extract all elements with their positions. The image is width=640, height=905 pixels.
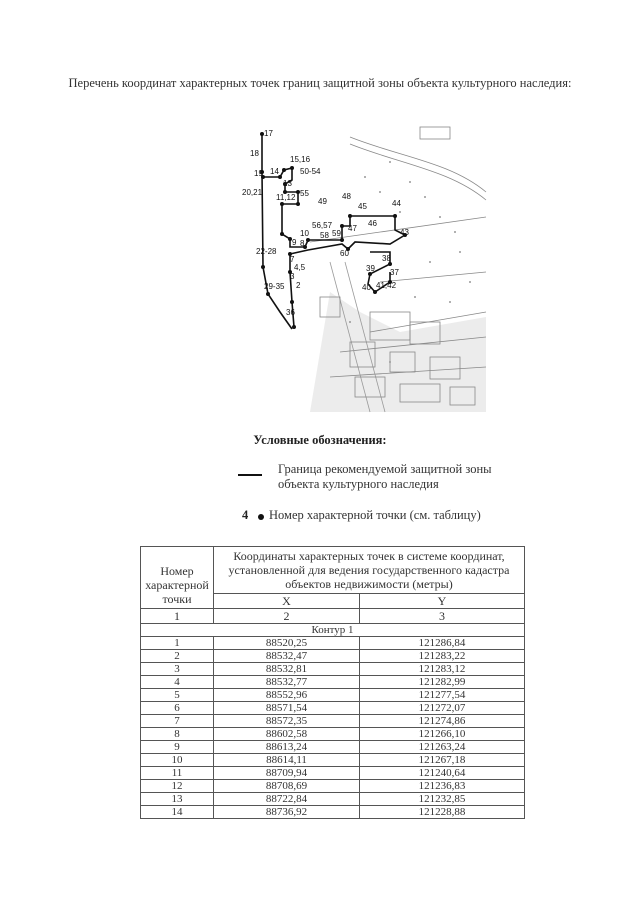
map-label: 55 (300, 189, 309, 198)
map-label: 22-28 (256, 247, 277, 256)
y-cell: 121267,18 (359, 754, 524, 767)
point-number-cell: 8 (141, 728, 214, 741)
table-row (141, 715, 525, 728)
y-header: Y (359, 594, 524, 609)
map-label: 38 (382, 254, 391, 263)
table-row (141, 637, 525, 650)
x-cell: 88614,11 (214, 754, 360, 767)
y-cell: 121274,86 (359, 715, 524, 728)
map-label: 2 (296, 281, 301, 290)
y-cell: 121272,07 (359, 702, 524, 715)
point-number-cell: 7 (141, 715, 214, 728)
map-label: 40 (362, 283, 371, 292)
x-cell: 88708,69 (214, 780, 360, 793)
table-row (141, 806, 525, 819)
map-label: 60 (340, 249, 349, 258)
table-row (141, 793, 525, 806)
point-number-cell: 3 (141, 663, 214, 676)
map-label: 59 (332, 229, 341, 238)
point-number-cell: 6 (141, 702, 214, 715)
map-label: 20,21 (242, 188, 263, 197)
legend-point-symbol (258, 514, 264, 520)
coordinates-table (140, 546, 525, 819)
map-label: 13 (283, 179, 292, 188)
map-label: 19 (254, 169, 263, 178)
col-number-3: 3 (359, 609, 524, 624)
map-label: 45 (358, 202, 367, 211)
map-label: 47 (348, 224, 357, 233)
x-cell: 88532,47 (214, 650, 360, 663)
point-number-cell: 10 (141, 754, 214, 767)
table-row (141, 702, 525, 715)
table-row (141, 754, 525, 767)
x-cell: 88602,58 (214, 728, 360, 741)
map-label: 58 (320, 231, 329, 240)
map-label: 46 (368, 219, 377, 228)
col-number-1: 1 (141, 609, 214, 624)
map-label: 17 (264, 129, 273, 138)
point-number-cell: 14 (141, 806, 214, 819)
map-label: 3 (290, 272, 295, 281)
table-row (141, 728, 525, 741)
map-label: 11,12 (276, 193, 296, 202)
y-cell: 121266,10 (359, 728, 524, 741)
y-cell: 121240,64 (359, 767, 524, 780)
map-label: 43 (400, 228, 409, 237)
point-number-cell: 2 (141, 650, 214, 663)
y-cell: 121277,54 (359, 689, 524, 702)
coordinates-header: Координаты характерных точек в системе координат, установленной для ведения государственного кадастра объектов недвижимости (метры) (214, 547, 525, 594)
point-number-cell: 5 (141, 689, 214, 702)
map-label: 29-35 (264, 282, 285, 291)
table-row (141, 780, 525, 793)
col-number-2: 2 (214, 609, 360, 624)
legend-title: Условные обозначения: (253, 433, 387, 447)
x-cell: 88571,54 (214, 702, 360, 715)
x-cell: 88613,24 (214, 741, 360, 754)
legend-point-label: Номер характерной точки (см. таблицу) (269, 508, 481, 522)
legend-line-label: Граница рекомендуемой защитной зоны объекта культурного наследия (278, 462, 492, 491)
y-cell: 121263,24 (359, 741, 524, 754)
map-label: 4,5 (294, 263, 306, 272)
y-cell: 121232,85 (359, 793, 524, 806)
map-label: 49 (318, 197, 327, 206)
zone-map (242, 122, 486, 412)
x-cell: 88532,81 (214, 663, 360, 676)
map-label: 37 (390, 268, 399, 277)
y-cell: 121228,88 (359, 806, 524, 819)
table-row (141, 676, 525, 689)
map-label: 56,57 (312, 221, 333, 230)
map-label: 10 (300, 229, 309, 238)
map-label: 48 (342, 192, 351, 201)
point-number-cell: 13 (141, 793, 214, 806)
point-number-header: Номер характерной точки (141, 547, 214, 609)
y-cell: 121283,22 (359, 650, 524, 663)
x-cell: 88532,77 (214, 676, 360, 689)
map-point-labels (242, 129, 409, 317)
map-label: 41,42 (376, 281, 397, 290)
x-cell: 88709,94 (214, 767, 360, 780)
point-number-cell: 9 (141, 741, 214, 754)
contour-label: Контур 1 (141, 624, 525, 637)
table-row (141, 663, 525, 676)
map-label: 36 (286, 308, 295, 317)
table-row (141, 650, 525, 663)
table-row (141, 767, 525, 780)
map-label: 14 (270, 167, 279, 176)
table-row (141, 741, 525, 754)
map-label: 44 (392, 199, 401, 208)
y-cell: 121286,84 (359, 637, 524, 650)
map-label: 9 (292, 238, 297, 247)
map-label: 18 (250, 149, 259, 158)
x-cell: 88736,92 (214, 806, 360, 819)
point-number-cell: 11 (141, 767, 214, 780)
map-label: 39 (366, 264, 375, 273)
page-title: Перечень координат характерных точек границ защитной зоны объекта культурного наследия: (68, 76, 572, 90)
legend-line-symbol (238, 474, 262, 476)
y-cell: 121283,12 (359, 663, 524, 676)
x-header: X (214, 594, 360, 609)
map-label: 50-54 (300, 167, 321, 176)
legend-point-number: 4 (242, 508, 249, 522)
y-cell: 121236,83 (359, 780, 524, 793)
y-cell: 121282,99 (359, 676, 524, 689)
point-number-cell: 12 (141, 780, 214, 793)
x-cell: 88552,96 (214, 689, 360, 702)
point-number-cell: 4 (141, 676, 214, 689)
map-label: 8 (300, 239, 305, 248)
x-cell: 88722,84 (214, 793, 360, 806)
x-cell: 88572,35 (214, 715, 360, 728)
map-label: 7 (290, 255, 295, 264)
map-image (242, 122, 486, 412)
table-row (141, 689, 525, 702)
map-label: 15,16 (290, 155, 311, 164)
point-number-cell: 1 (141, 637, 214, 650)
x-cell: 88520,25 (214, 637, 360, 650)
